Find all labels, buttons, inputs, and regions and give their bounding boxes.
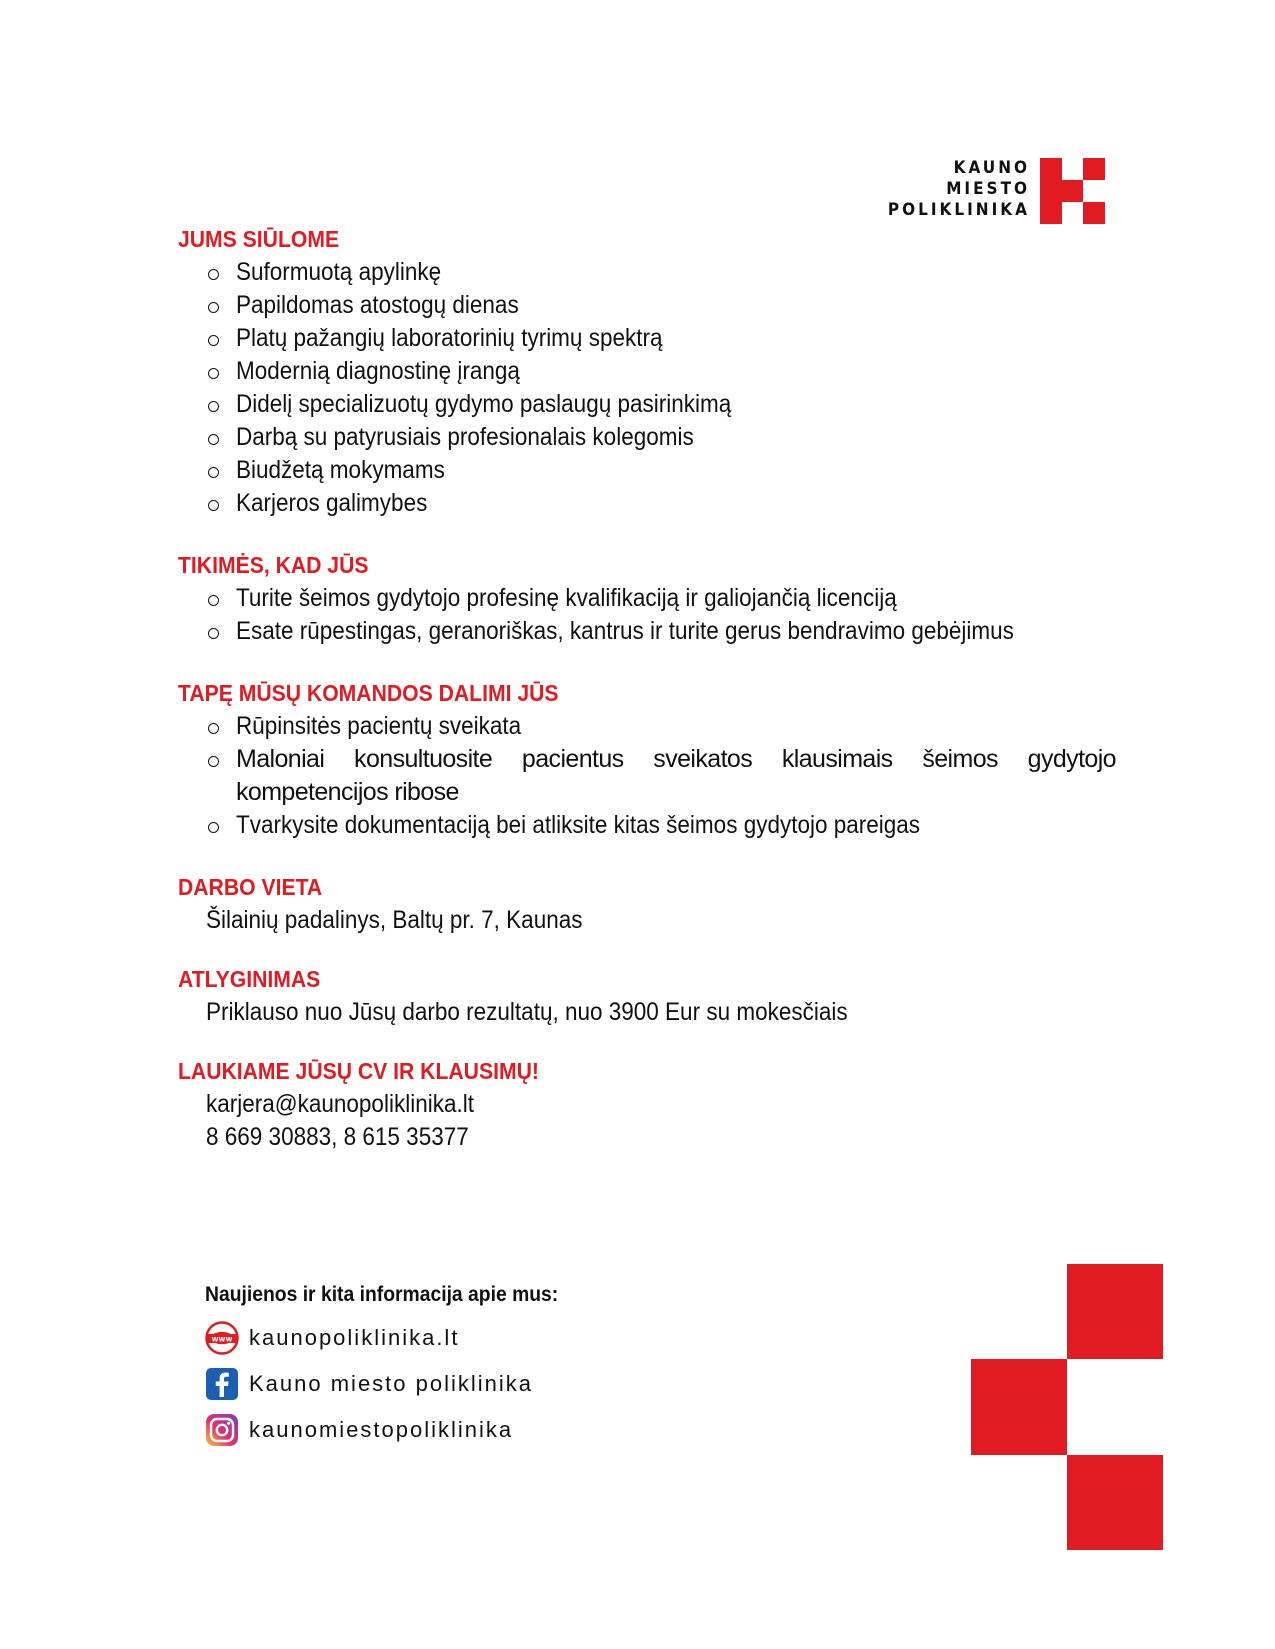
contact-email[interactable]: karjera@kaunopoliklinika.lt [206, 1090, 474, 1118]
instagram-label: kaunomiestopoliklinika [249, 1417, 514, 1442]
list-item: Rūpinsitės pacientų sveikata [178, 710, 1113, 743]
list-item: Suformuotą apylinkę [178, 256, 1113, 289]
svg-text:www: www [211, 1334, 233, 1344]
list-item: Darbą su patyrusiais profesionalais kolegomis [178, 421, 1113, 454]
circle-bullet-icon [208, 822, 219, 833]
job-ad-content [178, 224, 1116, 1154]
list-item: Karjeros galimybes [178, 487, 1113, 520]
circle-bullet-icon [208, 401, 219, 412]
instagram-icon [205, 1413, 239, 1447]
list-item: Maloniai konsultuosite pacientus sveikatos klausimais šeimos gydytojo kompetencijos ribose [178, 743, 1113, 809]
logo-k-mark-icon [1040, 158, 1105, 224]
offer-list [178, 256, 1113, 520]
www-globe-icon [205, 1321, 239, 1355]
circle-bullet-icon [208, 500, 219, 511]
section-contact [178, 1056, 1113, 1154]
facebook-link[interactable] [205, 1367, 805, 1401]
circle-bullet-icon [208, 756, 219, 767]
list-item: Tvarkysite dokumentaciją bei atliksite kitas šeimos gydytojo pareigas [178, 809, 1113, 842]
section-heading: TAPĘ MŪSŲ KOMANDOS DALIMI JŪS [178, 680, 559, 706]
logo-line: KAUNO [953, 158, 1030, 178]
section-salary [178, 964, 1113, 1029]
list-item: Esate rūpestingas, geranoriškas, kantrus ir turite gerus bendravimo gebėjimus [178, 615, 1113, 648]
clinic-logo [887, 158, 1105, 224]
circle-bullet-icon [208, 628, 219, 639]
circle-bullet-icon [208, 467, 219, 478]
salary-text: Priklauso nuo Jūsų darbo rezultatų, nuo 3900 Eur su mokesčiais [206, 998, 848, 1026]
circle-bullet-icon [208, 302, 219, 313]
workplace-address: Šilainių padalinys, Baltų pr. 7, Kaunas [206, 906, 583, 934]
list-item: Turite šeimos gydytojo profesinę kvalifikaciją ir galiojančią licenciją [178, 582, 1113, 615]
section-offer [178, 224, 1113, 520]
logo-line: MIESTO [946, 179, 1030, 199]
website-label: kaunopoliklinika.lt [249, 1325, 460, 1350]
list-item: Modernią diagnostinę įrangą [178, 355, 1113, 388]
website-link[interactable] [205, 1321, 805, 1355]
footer-title: Naujienos ir kita informacija apie mus: [205, 1283, 559, 1306]
list-item: Biudžetą mokymams [178, 454, 1113, 487]
duties-list [178, 710, 1116, 842]
section-heading: LAUKIAME JŪSŲ CV IR KLAUSIMŲ! [178, 1058, 539, 1084]
circle-bullet-icon [208, 595, 219, 606]
circle-bullet-icon [208, 368, 219, 379]
logo-wordmark [888, 158, 1030, 221]
section-workplace [178, 872, 1113, 937]
section-heading: DARBO VIETA [178, 874, 323, 900]
expectations-list [178, 582, 1113, 648]
section-heading: JUMS SIŪLOME [178, 226, 340, 252]
circle-bullet-icon [208, 723, 219, 734]
logo-line: POLIKLINIKA [887, 200, 1030, 220]
list-item: Papildomas atostogų dienas [178, 289, 1113, 322]
circle-bullet-icon [208, 269, 219, 280]
list-item: Platų pažangių laboratorinių tyrimų spektrą [178, 322, 1113, 355]
section-heading: TIKIMĖS, KAD JŪS [178, 552, 369, 578]
section-heading: ATLYGINIMAS [178, 966, 321, 992]
circle-bullet-icon [208, 335, 219, 346]
facebook-icon [205, 1367, 239, 1401]
section-duties [178, 678, 1116, 842]
contact-phones: 8 669 30883, 8 615 35377 [206, 1123, 469, 1151]
circle-bullet-icon [208, 434, 219, 445]
list-item: Didelį specializuotų gydymo paslaugų pasirinkimą [178, 388, 1113, 421]
facebook-label: Kauno miesto poliklinika [249, 1371, 534, 1396]
section-expectations [178, 550, 1113, 648]
instagram-link[interactable] [205, 1413, 805, 1447]
social-footer [205, 1283, 805, 1459]
brand-pattern-icon [971, 1264, 1163, 1550]
